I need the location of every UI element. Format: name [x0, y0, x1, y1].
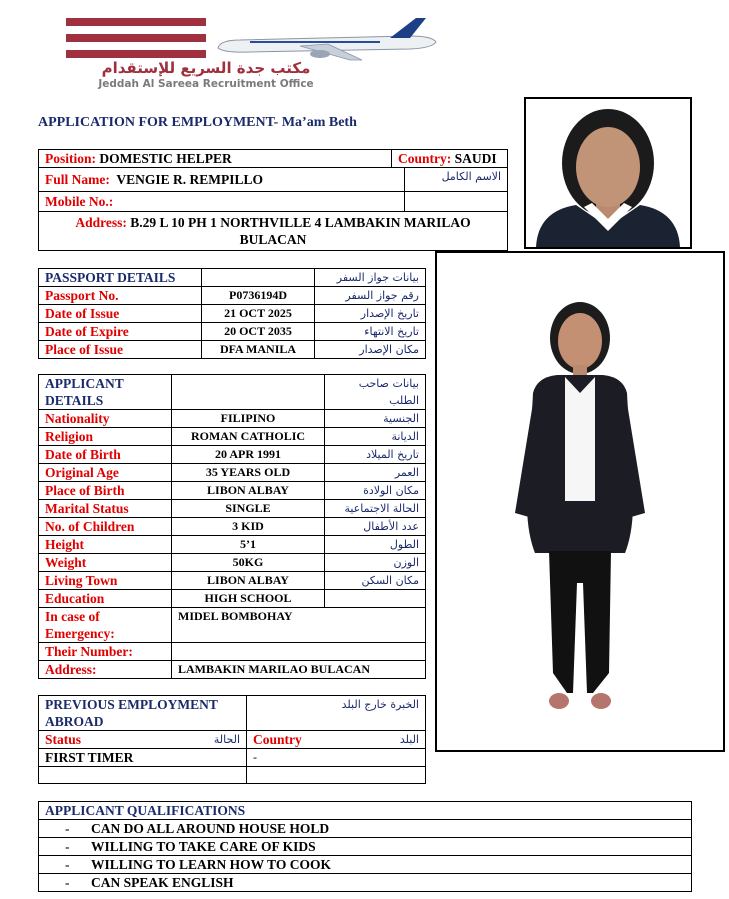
passport-value: P0736194D: [202, 287, 315, 305]
empty-cell: [39, 767, 247, 784]
applicant-value: FILIPINO: [172, 410, 325, 428]
passport-value: DFA MANILA: [202, 341, 315, 359]
number-label: Their Number:: [39, 643, 172, 661]
applicant-value: 35 YEARS OLD: [172, 464, 325, 482]
passport-heading-empty: [202, 269, 315, 287]
passport-ar: تاريخ الإصدار: [315, 305, 426, 323]
applicant-value: ROMAN CATHOLIC: [172, 428, 325, 446]
status-header-cell: [39, 731, 247, 749]
page-title: APPLICATION FOR EMPLOYMENT- Ma’am Beth: [38, 115, 357, 130]
full-body-illustration: [437, 253, 723, 750]
emergency-value: MIDEL BOMBOHAY: [172, 608, 426, 643]
portrait-illustration: [526, 99, 690, 247]
bullet: -: [65, 821, 70, 836]
passport-ar: تاريخ الانتهاء: [315, 323, 426, 341]
address-value: B.29 L 10 PH 1 NORTHVILLE 4 LAMBAKIN MARILAO BULACAN: [130, 215, 471, 247]
qualification-text: WILLING TO TAKE CARE OF KIDS: [91, 839, 316, 854]
qualification-item: [39, 820, 692, 838]
applicant-ar: مكان الولادة: [325, 482, 426, 500]
qualification-text: WILLING TO LEARN HOW TO COOK: [91, 857, 331, 872]
applicant-value: HIGH SCHOOL: [172, 590, 325, 608]
applicant-label: Height: [39, 536, 172, 554]
applicant-label: Nationality: [39, 410, 172, 428]
prev-country-value: -: [247, 749, 426, 767]
passport-label: Place of Issue: [39, 341, 202, 359]
country-cell: [392, 150, 508, 168]
logo-bar: [66, 18, 206, 26]
passport-value: 20 OCT 2035: [202, 323, 315, 341]
mobile-label: Mobile No.:: [45, 194, 114, 209]
airplane-icon: [210, 16, 440, 62]
mobile-ar-cell: [405, 192, 508, 212]
number-value: [172, 643, 426, 661]
passport-label: Date of Issue: [39, 305, 202, 323]
previous-heading: PREVIOUS EMPLOYMENT ABROAD: [39, 696, 247, 731]
personal-info-table: [38, 149, 508, 251]
bullet: -: [65, 839, 70, 854]
applicant-label: Marital Status: [39, 500, 172, 518]
applicant-heading-ar: بيانات صاحب الطلب: [325, 375, 426, 410]
applicant-label: Living Town: [39, 572, 172, 590]
applicant-ar: الطول: [325, 536, 426, 554]
address-label: Address:: [75, 215, 127, 230]
empty-cell: [247, 767, 426, 784]
applicant-value: 20 APR 1991: [172, 446, 325, 464]
applicant-label: Education: [39, 590, 172, 608]
emergency-address-label: Address:: [39, 661, 172, 679]
applicant-ar: [325, 590, 426, 608]
status-label: Status: [45, 732, 82, 747]
applicant-label: Religion: [39, 428, 172, 446]
qualification-item: [39, 838, 692, 856]
applicant-ar: تاريخ الميلاد: [325, 446, 426, 464]
applicant-label: Original Age: [39, 464, 172, 482]
applicant-value: 3 KID: [172, 518, 325, 536]
applicant-heading: APPLICANT DETAILS: [39, 375, 172, 410]
applicant-ar: الوزن: [325, 554, 426, 572]
status-value: FIRST TIMER: [39, 749, 247, 767]
position-cell: [39, 150, 392, 168]
applicant-ar: العمر: [325, 464, 426, 482]
applicant-heading-empty: [172, 375, 325, 410]
country-label: Country:: [398, 151, 452, 166]
country-header-cell: [247, 731, 426, 749]
applicant-table: [38, 374, 426, 679]
applicant-label: Date of Birth: [39, 446, 172, 464]
applicant-value: SINGLE: [172, 500, 325, 518]
qualifications-table: [38, 801, 692, 892]
qualifications-heading: APPLICANT QUALIFICATIONS: [39, 802, 692, 820]
full-body-photo: [435, 251, 725, 752]
applicant-value: 50KG: [172, 554, 325, 572]
passport-heading: PASSPORT DETAILS: [39, 269, 202, 287]
bullet: -: [65, 875, 70, 890]
passport-ar: مكان الإصدار: [315, 341, 426, 359]
logo-bar: [66, 34, 206, 42]
applicant-ar: الحالة الاجتماعية: [325, 500, 426, 518]
applicant-label: Place of Birth: [39, 482, 172, 500]
passport-label: Passport No.: [39, 287, 202, 305]
fullname-cell: [39, 168, 405, 192]
applicant-ar: الجنسية: [325, 410, 426, 428]
applicant-ar: مكان السكن: [325, 572, 426, 590]
applicant-ar: الديانة: [325, 428, 426, 446]
passport-label: Date of Expire: [39, 323, 202, 341]
applicant-value: LIBON ALBAY: [172, 482, 325, 500]
prev-country-ar: البلد: [399, 733, 419, 746]
position-label: Position:: [45, 151, 97, 166]
company-logo: [60, 12, 450, 96]
passport-table: [38, 268, 426, 359]
logo-bar: [66, 50, 206, 58]
passport-heading-ar: بيانات جواز السفر: [315, 269, 426, 287]
bullet: -: [65, 857, 70, 872]
fullname-ar: الاسم الكامل: [405, 168, 508, 192]
fullname-value: VENGIE R. REMPILLO: [116, 172, 264, 187]
logo-arabic-name: مكتب جدة السريع للإستقدام: [101, 59, 311, 77]
prev-country-label: Country: [253, 732, 302, 747]
position-value: DOMESTIC HELPER: [99, 151, 232, 166]
qualification-text: CAN DO ALL AROUND HOUSE HOLD: [91, 821, 330, 836]
previous-employment-table: [38, 695, 426, 784]
fullname-label: Full Name:: [45, 172, 110, 187]
address-cell: [39, 212, 508, 251]
qualification-item: [39, 874, 692, 892]
applicant-label: No. of Children: [39, 518, 172, 536]
portrait-photo: [524, 97, 692, 249]
status-ar: الحالة: [213, 733, 240, 746]
applicant-ar: عدد الأطفال: [325, 518, 426, 536]
passport-ar: رقم جواز السفر: [315, 287, 426, 305]
country-value: SAUDI: [454, 151, 497, 166]
applicant-value: LIBON ALBAY: [172, 572, 325, 590]
qualification-item: [39, 856, 692, 874]
emergency-label: In case of Emergency:: [39, 608, 172, 643]
mobile-cell: [39, 192, 405, 212]
logo-english-name: Jeddah Al Sareea Recruitment Office: [98, 78, 314, 90]
emergency-address-value: LAMBAKIN MARILAO BULACAN: [172, 661, 426, 679]
previous-heading-ar: الخبرة خارج البلد: [247, 696, 426, 731]
applicant-label: Weight: [39, 554, 172, 572]
passport-value: 21 OCT 2025: [202, 305, 315, 323]
applicant-value: 5’1: [172, 536, 325, 554]
qualification-text: CAN SPEAK ENGLISH: [91, 875, 234, 890]
